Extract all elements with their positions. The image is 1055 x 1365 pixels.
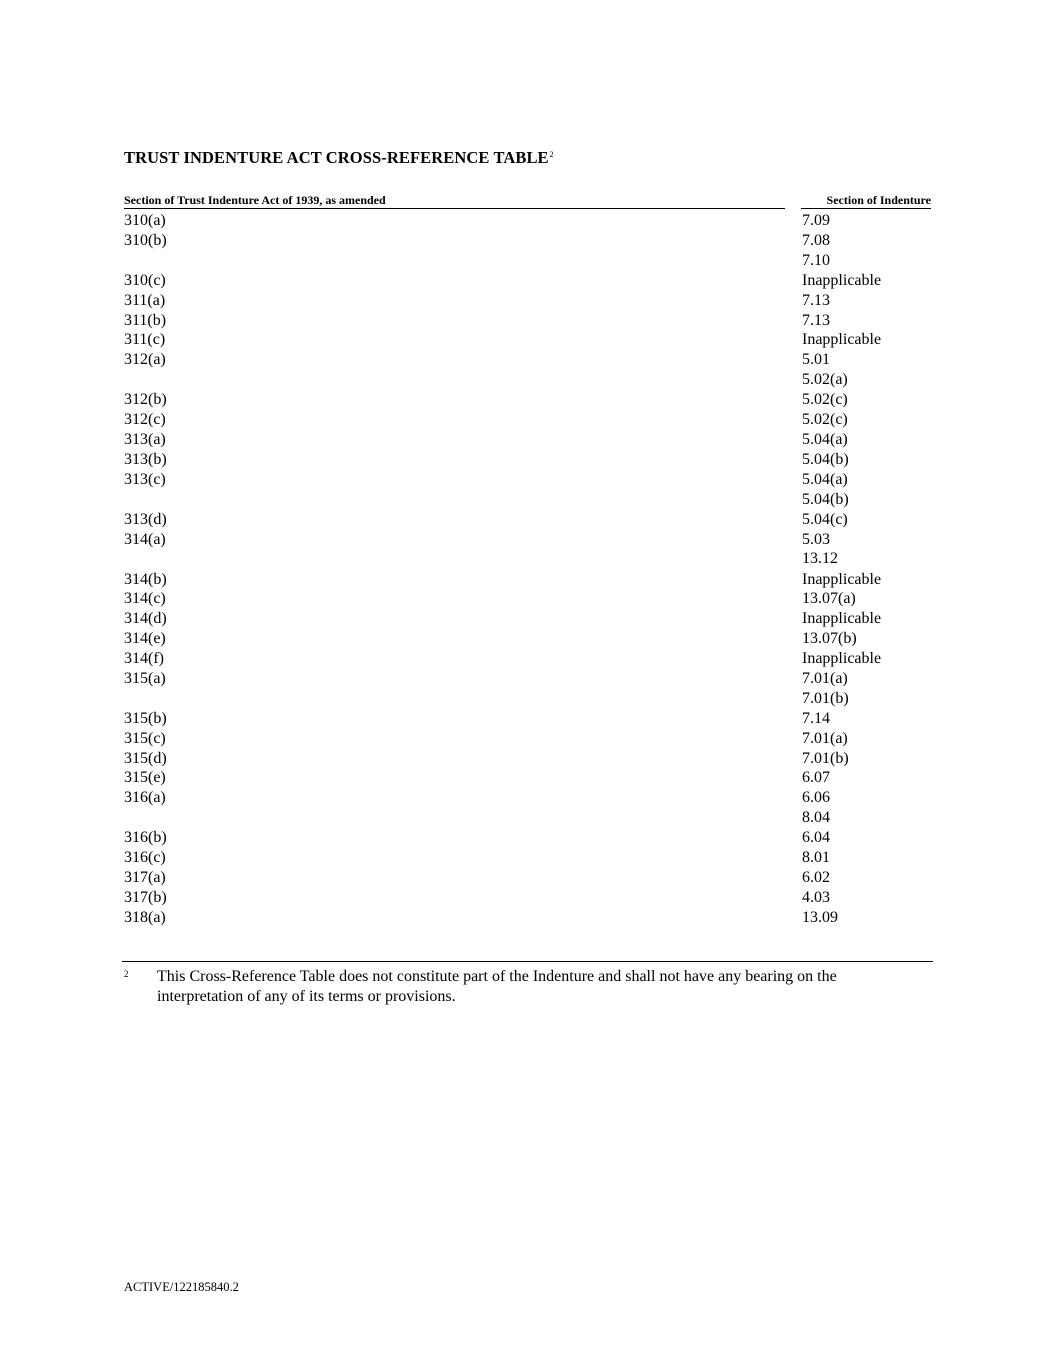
table-row (124, 231, 934, 251)
indenture-section-cell: 7.09 (802, 212, 830, 229)
act-section-cell: 310(c) (124, 271, 166, 289)
act-section-cell: 314(a) (124, 530, 166, 548)
table-row (124, 271, 934, 291)
act-section-cell: 317(a) (124, 869, 166, 886)
indenture-section-cell: 7.13 (802, 311, 830, 329)
table-row (124, 888, 934, 908)
indenture-section-cell: 8.04 (802, 809, 830, 827)
indenture-section-cell: 7.01(b) (802, 749, 849, 767)
table-row (124, 430, 934, 450)
indenture-section-cell: 6.07 (802, 769, 830, 787)
act-section-cell: 313(a) (124, 431, 166, 448)
table-row (124, 311, 934, 331)
table-row (124, 450, 934, 470)
indenture-section-cell: 7.01(a) (802, 669, 848, 687)
act-section-cell: 311(c) (124, 331, 166, 349)
act-section-cell: 311(a) (124, 291, 166, 309)
table-row (124, 709, 934, 729)
table-row (124, 589, 934, 609)
table-row (124, 291, 934, 311)
table-row (124, 788, 934, 808)
indenture-section-cell: 8.01 (802, 849, 830, 867)
act-section-cell: 315(b) (124, 709, 167, 727)
table-row (124, 848, 934, 868)
footnote (124, 967, 914, 1007)
table-row (124, 211, 934, 231)
indenture-section-cell: 7.10 (802, 251, 830, 269)
table-row (124, 330, 934, 350)
act-section-cell: 315(e) (124, 769, 166, 787)
indenture-section-cell: 13.07(b) (802, 630, 857, 648)
footnote-reference: 2 (549, 149, 554, 159)
table-row (124, 490, 934, 510)
indenture-section-cell: 5.02(c) (802, 411, 848, 429)
act-section-cell: 313(b) (124, 450, 167, 468)
act-section-cell: 315(a) (124, 669, 166, 687)
act-section-cell: 312(c) (124, 411, 166, 429)
table-row (124, 251, 934, 271)
act-section-cell: 317(b) (124, 888, 167, 906)
indenture-section-cell: 5.03 (802, 530, 830, 548)
table-row (124, 470, 934, 490)
act-section-cell: 316(a) (124, 789, 166, 807)
footnote-mark: 2 (124, 969, 129, 979)
indenture-section-cell: Inapplicable (802, 610, 882, 628)
indenture-section-cell: 5.01 (802, 351, 830, 369)
table-row (124, 808, 934, 828)
indenture-section-cell: Inapplicable (802, 570, 882, 588)
document-id: ACTIVE/122185840.2 (124, 1280, 239, 1294)
table-row (124, 649, 934, 669)
act-section-cell (124, 490, 802, 510)
table-row (124, 729, 934, 749)
act-section-cell: 310(a) (124, 212, 166, 229)
indenture-section-cell: 5.02(a) (802, 371, 848, 389)
footnote-divider (122, 961, 933, 962)
act-section-cell: 312(b) (124, 391, 167, 409)
indenture-section-cell: Inapplicable (802, 331, 882, 349)
act-section-cell: 314(c) (124, 590, 166, 608)
table-row (124, 609, 934, 629)
table-row (124, 410, 934, 430)
table-row (124, 669, 934, 689)
act-section-cell (124, 549, 802, 569)
act-section-cell: 314(f) (124, 650, 164, 667)
indenture-section-cell: 6.04 (802, 829, 830, 847)
act-section-cell (124, 808, 802, 828)
indenture-section-cell: 7.08 (802, 231, 830, 249)
table-row (124, 530, 934, 550)
indenture-section-cell: 13.07(a) (802, 590, 856, 608)
act-section-cell (124, 251, 802, 271)
table-row (124, 629, 934, 649)
table-row (124, 828, 934, 848)
footnote-text: This Cross-Reference Table does not constitute part of the Indenture and shall not have any bearing on the interpretation of any of its terms or provisions. (157, 968, 837, 1005)
indenture-section-cell: 6.06 (802, 789, 830, 807)
table-row (124, 689, 934, 709)
act-section-cell: 311(b) (124, 311, 167, 329)
act-section-cell: 315(d) (124, 749, 167, 767)
cross-reference-table (124, 211, 934, 928)
act-section-cell: 313(c) (124, 470, 166, 488)
act-section-cell: 314(e) (124, 630, 166, 648)
column-header-indenture-section: Section of Indenture (801, 193, 931, 209)
table-row (124, 908, 934, 928)
act-section-cell: 313(d) (124, 510, 167, 528)
indenture-section-cell: 5.04(c) (802, 510, 848, 528)
act-section-cell: 318(a) (124, 908, 166, 926)
act-section-cell (124, 370, 802, 390)
act-section-cell: 314(b) (124, 570, 167, 588)
table-row (124, 868, 934, 888)
column-header-act-section: Section of Trust Indenture Act of 1939, as amended (124, 193, 785, 209)
indenture-section-cell: 5.04(a) (802, 470, 848, 488)
indenture-section-cell: 4.03 (802, 888, 830, 906)
table-row (124, 370, 934, 390)
table-row (124, 768, 934, 788)
indenture-section-cell: 7.14 (802, 709, 830, 727)
table-row (124, 749, 934, 769)
act-section-cell: 314(d) (124, 610, 167, 628)
act-section-cell: 316(b) (124, 829, 167, 847)
indenture-section-cell: 13.12 (802, 550, 838, 568)
indenture-section-cell: 5.04(b) (802, 450, 849, 468)
act-section-cell: 315(c) (124, 729, 166, 747)
indenture-section-cell: 7.13 (802, 291, 830, 309)
indenture-section-cell: 7.01(a) (802, 729, 848, 747)
indenture-section-cell: 5.04(b) (802, 490, 849, 508)
indenture-section-cell: 5.02(c) (802, 391, 848, 409)
indenture-section-cell: 6.02 (802, 869, 830, 886)
indenture-section-cell: 13.09 (802, 908, 838, 926)
table-row (124, 510, 934, 530)
indenture-section-cell: 5.04(a) (802, 431, 848, 448)
act-section-cell: 312(a) (124, 351, 166, 369)
table-row (124, 570, 934, 590)
act-section-cell: 310(b) (124, 231, 167, 249)
table-row (124, 390, 934, 410)
table-row (124, 549, 934, 569)
act-section-cell: 316(c) (124, 849, 166, 867)
title-text: TRUST INDENTURE ACT CROSS-REFERENCE TABLE (124, 148, 549, 167)
page-title (124, 148, 554, 168)
act-section-cell (124, 689, 802, 709)
table-row (124, 350, 934, 370)
indenture-section-cell: 7.01(b) (802, 689, 849, 707)
indenture-section-cell: Inapplicable (802, 650, 882, 667)
indenture-section-cell: Inapplicable (802, 271, 882, 289)
